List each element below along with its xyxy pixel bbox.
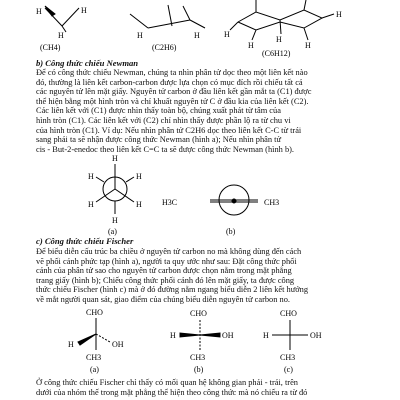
newman-a-h-bottom: H bbox=[112, 216, 118, 225]
fischer-b-label: (b) bbox=[194, 365, 204, 374]
fischer-c-label: (c) bbox=[284, 365, 293, 374]
newman-line: sang phải ta sẽ nhận được công thức Newman (hình a); Nếu nhìn phân tử bbox=[36, 135, 282, 145]
fischer-a-oh: OH bbox=[112, 340, 124, 349]
cyclohexane-h-5: H bbox=[336, 10, 342, 19]
newman-line: các nguyên tử lên mặt giấy. Nguyên tử carbon ở đầu liên kết gần mắt ta (C1) được bbox=[36, 87, 312, 97]
fischer-b-ch3: CH3 bbox=[190, 353, 206, 362]
newman-figures bbox=[0, 152, 400, 238]
fischer-c-cho: CHO bbox=[280, 309, 297, 318]
newman-line: đó, thường là liên kết carbon-carbon được lựa chọn có mục đích rồi chiếu tất cả bbox=[36, 77, 303, 87]
newman-line: của hình tròn (C1). Ví dụ: Nếu nhìn phân tử C2H6 dọc theo liên kết C-C từ trái bbox=[36, 125, 302, 135]
newman-b-label: (b) bbox=[226, 227, 236, 236]
newman-line: cis - But-2-enedoc theo liên kết C=C ta sẽ được công thức Newman (hình b). bbox=[36, 144, 295, 154]
newman-a-h-ll: H bbox=[88, 200, 94, 209]
fischer-figures bbox=[0, 306, 400, 376]
fischer-a-h: H bbox=[68, 340, 74, 349]
fischer-c-h: H bbox=[263, 331, 269, 340]
fischer-b-oh: OH bbox=[222, 331, 234, 340]
fischer-line: vẽ phối cảnh phức tạp (hình a), người ta quy ước như sau: Đặt công thức phối bbox=[36, 256, 297, 266]
fischer-heading: c) Công thức chiếu Fischer bbox=[36, 236, 134, 246]
fischer-line: trang giấy (hình b); Chiếu công thức phối cảnh đó lên mặt giấy, ta được công bbox=[36, 275, 295, 285]
cyclohexane-h-4: H bbox=[305, 41, 311, 50]
caption-c2h6: (C2H6) bbox=[152, 43, 177, 52]
newman-b-right: CH3 bbox=[264, 198, 280, 207]
newman-a-h-lr: H bbox=[136, 200, 142, 209]
fischer-figure-b bbox=[180, 320, 220, 350]
fischer-a-cho: CHO bbox=[86, 308, 103, 317]
fischer-bottom-paragraph bbox=[36, 378, 366, 397]
newman-projection-b bbox=[210, 185, 258, 215]
fischer-bottom-line: dưới của nhóm thế trong mặt phẳng thể hiện theo công thức mà nó chiếu ra từ đó bbox=[36, 387, 308, 397]
newman-heading: b) Công thức chiếu Newman bbox=[36, 58, 139, 68]
fischer-c-ch3: CH3 bbox=[280, 353, 296, 362]
cyclohexane-h-1: H bbox=[224, 30, 230, 39]
methane-structure bbox=[45, 6, 79, 32]
fischer-a-label: (a) bbox=[90, 365, 99, 374]
fischer-c-oh: OH bbox=[310, 331, 322, 340]
newman-a-h-ul: H bbox=[88, 172, 94, 181]
newman-line: thể hiện bằng một hình tròn và chỉ khuất nguyên tử C ở đầu kia của liên kết (C2). bbox=[36, 96, 309, 106]
fischer-bottom-line: Ở công thức chiếu Fischer chỉ thấy có mối quan hệ không gian phải - trái, trên bbox=[36, 378, 298, 387]
top-structures bbox=[0, 0, 400, 58]
cyclohexane-h-3: H bbox=[276, 35, 282, 44]
cyclohexane-h-2: H bbox=[248, 41, 254, 50]
newman-line: hình tròn (C1). Các liên kết với (C2) chỉ nhìn thấy được phần lộ ra từ chu vi bbox=[36, 115, 291, 125]
fischer-figure-c bbox=[272, 320, 308, 350]
fischer-figure-a bbox=[78, 318, 110, 350]
fischer-line: về mắt người quan sát, giao điểm của chúng biểu diễn nguyên tử carbon no. bbox=[36, 294, 290, 304]
fischer-a-ch3: CH3 bbox=[86, 353, 102, 362]
cyclohexane-structure bbox=[230, 0, 334, 40]
newman-a-h-ur: H bbox=[136, 172, 142, 181]
newman-projection-a bbox=[96, 164, 134, 214]
fischer-b-cho: CHO bbox=[190, 309, 207, 318]
newman-line: Các liên kết với (C1) được nhìn thấy toàn bộ, chúng xuất phát từ tâm của bbox=[36, 106, 281, 116]
newman-line: Để có công thức chiếu Newman, chúng ta nhìn phân tử dọc theo một liên kết nào bbox=[36, 68, 308, 77]
fischer-b-h: H bbox=[170, 331, 176, 340]
ethane-structure bbox=[130, 5, 205, 28]
methane-h-center: H bbox=[58, 31, 64, 40]
fischer-line: cảnh của phân tử sao cho nguyên tử carbon được chọn nằm trong mặt phẳng bbox=[36, 266, 292, 276]
newman-b-left: H3C bbox=[162, 198, 178, 207]
fischer-line: thức chiếu Fischer (hình c) mà ở đó đường nằm ngang biểu diễn 2 liên kết hướng bbox=[36, 285, 309, 295]
caption-c6h12: (C6H12) bbox=[262, 49, 291, 58]
methane-h-left: H bbox=[36, 7, 42, 16]
newman-a-label: (a) bbox=[108, 227, 117, 236]
methane-h-right: H bbox=[81, 6, 87, 15]
newman-a-h-top: H bbox=[112, 154, 118, 163]
fischer-paragraph bbox=[36, 247, 366, 305]
newman-paragraph bbox=[36, 68, 366, 154]
ethane-h-2: H bbox=[194, 31, 200, 40]
caption-ch4: (CH4) bbox=[40, 43, 61, 52]
fischer-line: Để biểu diễn cấu trúc ba chiều ở nguyên tử carbon no mà không dùng đến cách bbox=[36, 247, 302, 256]
ethane-h-1: H bbox=[137, 31, 143, 40]
